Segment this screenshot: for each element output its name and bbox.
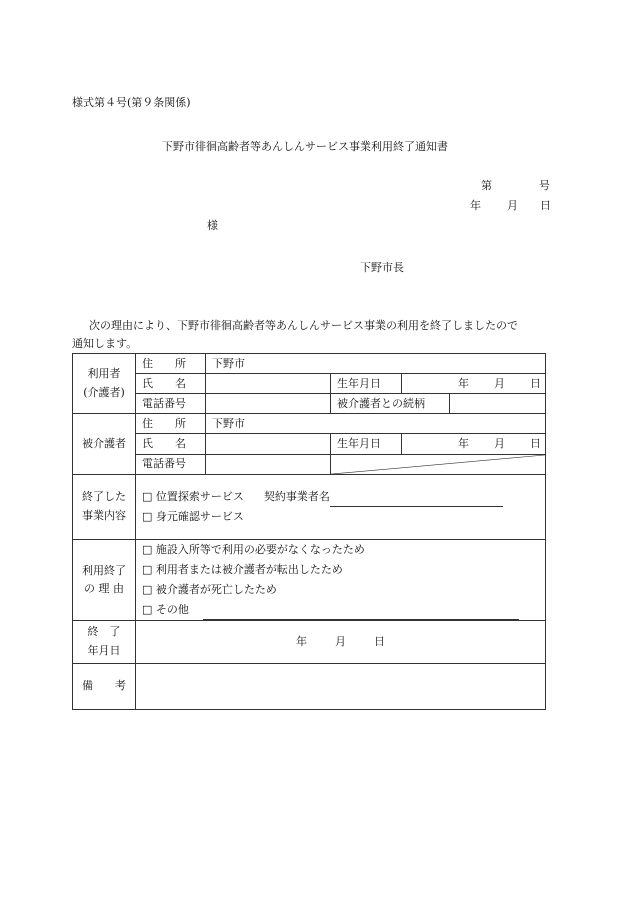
user-phone-label: 電話番号 [136, 394, 206, 414]
reference-number-prefix: 第 [481, 179, 492, 192]
issue-date-year: 年 [470, 199, 481, 212]
user-birthdate-field[interactable]: 年 月 日 [402, 374, 546, 394]
reason-row [73, 540, 546, 621]
user-phone-row [73, 394, 546, 414]
care-address-row [73, 414, 546, 434]
user-address-label: 住 所 [136, 354, 206, 374]
care-name-row [73, 434, 546, 454]
user-name-field[interactable] [206, 374, 331, 394]
care-address-label: 住 所 [136, 414, 206, 434]
diagonal-strike-cell [331, 454, 546, 474]
end-date-field[interactable]: 年 月 日 [136, 621, 546, 663]
document-title: 下野市徘徊高齢者等あんしんサービス事業利用終了通知書 [162, 140, 448, 153]
recipient-honorific: 様 [207, 219, 218, 232]
user-birthdate-label: 生年月日 [331, 374, 402, 394]
notification-form-table [72, 353, 546, 710]
care-name-field[interactable] [206, 434, 331, 454]
issue-date-day: 日 [540, 199, 551, 212]
reason-option-deceased[interactable]: □ 被介護者が死亡したため [142, 583, 277, 597]
diagonal-strike-line [331, 455, 545, 474]
care-section-label: 被介護者 [73, 414, 136, 474]
user-section-label: 利用者 (介護者) [73, 354, 136, 414]
end-date-row [73, 621, 546, 663]
issue-date-month: 月 [507, 199, 518, 212]
care-phone-row [73, 454, 546, 474]
user-name-label: 氏 名 [136, 374, 206, 394]
user-relation-label: 被介護者との続柄 [331, 394, 450, 414]
care-phone-label: 電話番号 [136, 454, 206, 474]
user-name-row [73, 374, 546, 394]
reason-option-moved-out[interactable]: □ 利用者または被介護者が転出したため [142, 563, 343, 577]
care-birthdate-label: 生年月日 [331, 434, 402, 454]
remarks-field[interactable] [136, 663, 546, 709]
user-relation-field[interactable] [450, 394, 546, 414]
care-phone-field[interactable] [206, 454, 331, 474]
service-section-label: 終了した 事業内容 [73, 474, 136, 539]
remarks-row [73, 663, 546, 709]
user-phone-field[interactable] [206, 394, 331, 414]
service-option-identity-confirmation[interactable]: □ 身元確認サービス [142, 509, 244, 523]
reference-number-suffix: 号 [539, 179, 550, 192]
care-name-label: 氏 名 [136, 434, 206, 454]
user-address-row [73, 354, 546, 374]
service-options-cell [136, 474, 546, 539]
contractor-label: 契約事業者名 [263, 489, 330, 503]
sender-name: 下野市長 [360, 261, 404, 274]
reason-options-cell [136, 540, 546, 621]
service-row [73, 474, 546, 539]
remarks-label: 備 考 [73, 663, 136, 709]
body-text-line1: 次の理由により、下野市徘徊高齢者等あんしんサービス事業の利用を終了しましたので [89, 319, 518, 332]
end-date-label: 終 了 年月日 [73, 621, 136, 663]
care-birthdate-field[interactable]: 年 月 日 [402, 434, 546, 454]
reason-other-field[interactable] [203, 607, 519, 620]
user-address-field[interactable]: 下野市 [206, 354, 546, 374]
form-number: 様式第４号(第９条関係) [72, 96, 191, 109]
reason-section-label: 利用終了 の 理 由 [73, 540, 136, 621]
care-address-field[interactable]: 下野市 [206, 414, 546, 434]
service-option-location-search[interactable]: □ 位置探索サービス [142, 489, 244, 503]
reason-option-facility-admission[interactable]: □ 施設入所等で利用の必要がなくなったため [142, 543, 365, 557]
contractor-field[interactable] [330, 494, 503, 507]
body-text-line2: 通知します。 [72, 337, 138, 350]
reason-option-other[interactable]: □ その他 [142, 603, 189, 617]
